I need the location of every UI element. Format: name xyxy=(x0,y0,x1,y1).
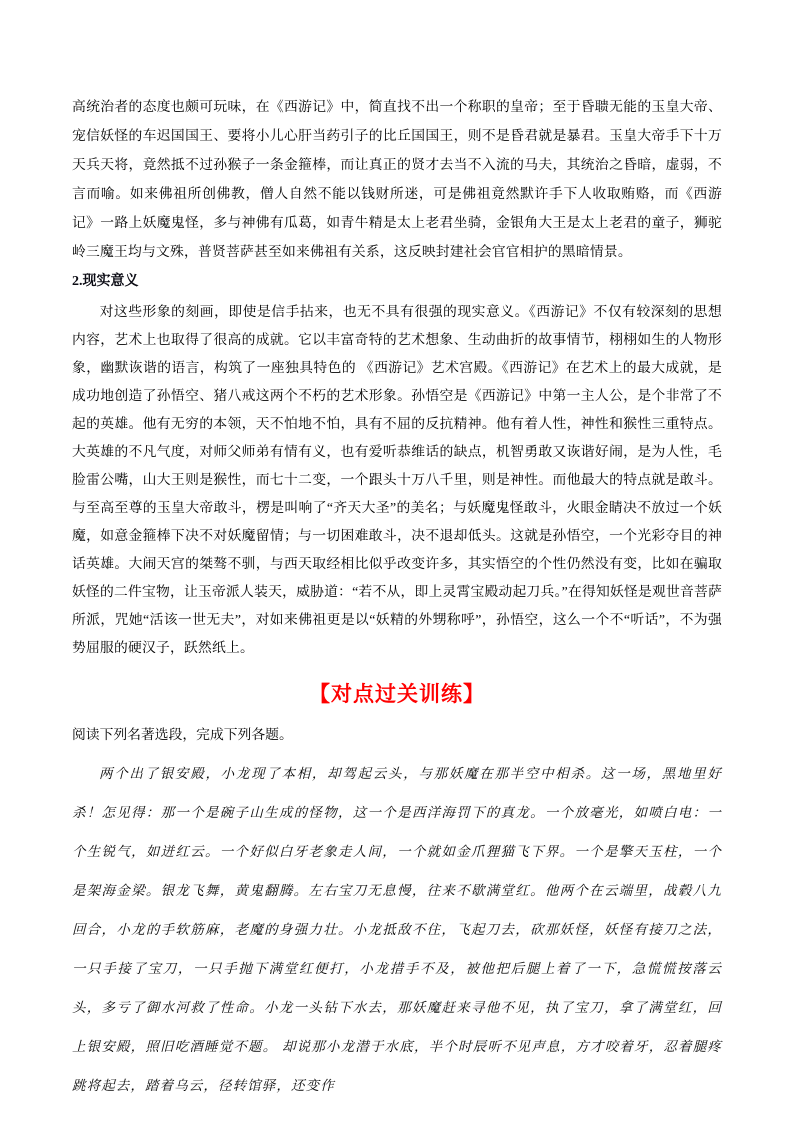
reading-instruction: 阅读下列名著选段，完成下列各题。 xyxy=(72,727,293,742)
training-section-heading: 【对点过关训练】 xyxy=(309,683,485,706)
novel-excerpt-paragraph: 两个出了银安殿，小龙现了本相，却驾起云头，与那妖魔在那半空中相杀。这一场，黑地里好杀！怎见得：那一个是碗子山生成的怪物，这一个是西洋海罚下的真龙。一个放毫光，如喷白电：一个生锐气，如迸红云。一个好似白牙老象走人间，一个就如金爪狸猫飞下界。一个是擎天玉柱，一个是架海金梁。银龙飞舞，黄鬼翻腾。左右宝刀无息慢，往来不歇满堂红。他两个在云端里，战毂八九回合，小龙的手软筋麻，老魔的身强力壮。小龙抵敌不住，飞起刀去，砍那妖怪，妖怪有接刀之法，一只手接了宝刀，一只手抛下满堂红便打，小龙措手不及，被他把后腿上着了一下，急慌慌按落云头，多亏了御水河救了性命。小龙一头钻下水去，那妖魔赶来寻他不见，执了宝刀，拿了满堂红，回上银安殿，照旧吃酒睡觉不题。 却说那小龙潜于水底，半个时辰听不见声息，方才咬着牙，忍着腿疼跳将起去，踏着乌云，径转馆驿，还变作 xyxy=(72,766,722,1093)
analysis-paragraph: 对这些形象的刻画，即使是信手拈来，也无不具有很强的现实意义。《西游记》不仅有较深刻的思想内容，艺术上也取得了很高的成就。它以丰富奇特的艺术想象、生动曲折的故事情节，栩栩如生的人物形象，幽默诙谐的语言，构筑了一座独具特色的 《西游记》艺术宫殿。《西游记》在艺术上的最大成就，是成功地创造了孙悟空、猪八戒这两个不朽的艺术形象。孙悟空是《西游记》中第一主人公，是个非常了不起的英雄。他有无穷的本领，天不怕地不怕，具有不屈的反抗精神。他有着人性，神性和猴性三重特点。大英雄的不凡气度，对师父师弟有情有义，也有爱听恭维话的缺点，机智勇敢又诙谐好闹，是为人性，毛脸雷公嘴，山大王则是猴性，而七十二变，一个跟头十万八千里，则是神性。而他最大的特点就是敢斗。与至高至尊的玉皇大帝敢斗，楞是叫响了“齐天大圣”的美名；与妖魔鬼怪敢斗，火眼金睛决不放过一个妖魔，如意金箍棒下决不对妖魔留情；与一切困难敢斗，决不退却低头。这就是孙悟空，一个光彩夺目的神话英雄。大闹天宫的桀骜不驯，与西天取经相比似乎改变许多，其实悟空的个性仍然没有变，比如在骗取妖怪的二件宝物，让玉帝派人装天，威胁道：“若不从，即上灵霄宝殿动起刀兵。”在得知妖怪是观世音菩萨所派，咒她“活该一世无夫”，对如来佛祖更是以“妖精的外甥称呼”，孙悟空，这么一个不“听话”，不为强势屈服的硬汉子，跃然纸上。 xyxy=(72,304,722,655)
intro-paragraph: 高统治者的态度也颇可玩味，在《西游记》中，简直找不出一个称职的皇帝；至于昏聩无能的玉皇大帝、宠信妖怪的车迟国国王、要将小儿心肝当药引子的比丘国国王，则不是昏君就是暴君。玉皇大帝手下十万天兵天将，竟然抵不过孙猴子一条金箍棒，而让真正的贤才去当不入流的马夫，其统治之昏暗，虚弱，不言而喻。如来佛祖所创佛教，僧人自然不能以钱财所迷，可是佛祖竟然默许手下人收取贿赂，而《西游记》一路上妖魔鬼怪，多与神佛有瓜葛，如青牛精是太上老君坐骑，金银角大王是太上老君的童子，狮驼岭三魔王均与文殊，普贤菩萨甚至如来佛祖有关系，这反映封建社会官官相护的黑暗情景。 xyxy=(72,99,722,259)
section-heading-realistic-significance: 2.现实意义 xyxy=(72,274,139,289)
